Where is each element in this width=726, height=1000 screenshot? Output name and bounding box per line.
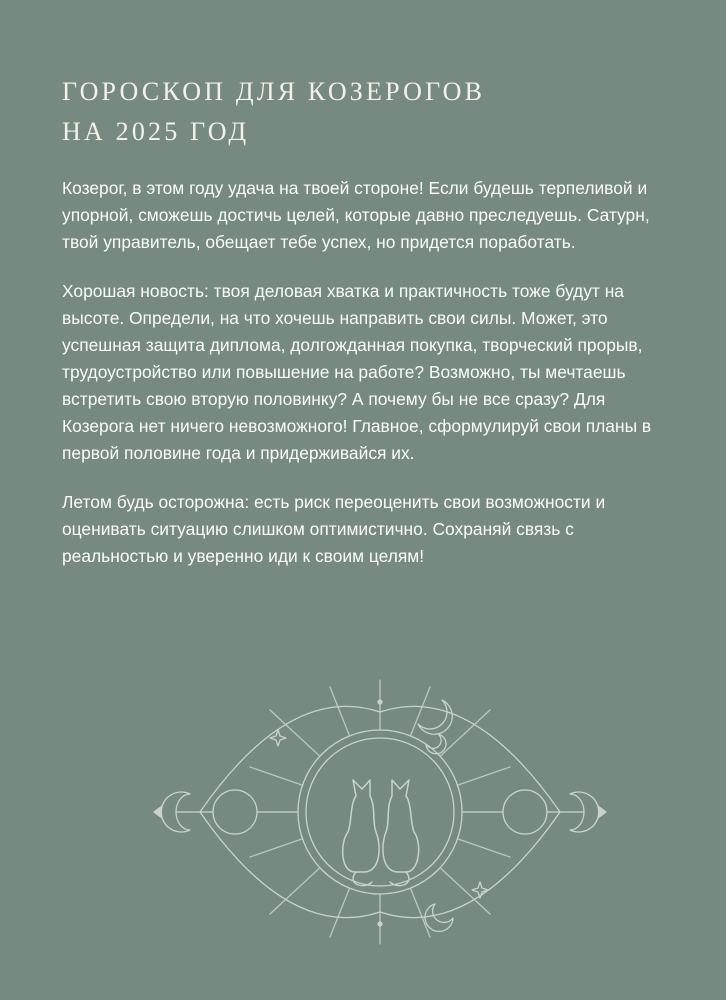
horoscope-text [62,175,672,592]
title-line-1: ГОРОСКОП ДЛЯ КОЗЕРОГОВ [62,77,486,106]
paragraph-3: Летом будь осторожна: есть риск переоценить свои возможности и оценивать ситуацию слишком оптимистично. Сохраняй связь с реальностью и уверенно иди к своим целям! [62,492,606,566]
right-full-moon-icon [503,790,547,834]
bottom-crescent-icon [425,904,453,931]
paragraph-1: Козерог, в этом году удача на твоей стороне! Если будешь терпеливой и упорной, сможешь достичь целей, которые давно преследуешь. Сатурн, твой управитель, обещает тебе успех, но придется поработать. [62,178,650,252]
page-title [62,72,662,152]
star-dot [378,922,382,926]
left-full-moon-icon [213,790,257,834]
star-dot [378,700,382,704]
paragraph-2: Хорошая новость: твоя деловая хватка и практичность тоже будут на высоте. Определи, на что хочешь направить свои силы. Может, это успешная защита диплома, долгожданная покупка, творческий прорыв, трудоустройство или повышение на работе? Возможно, ты мечтаешь встретить свою вторую половинку? А почему бы не все сразу? Для Козерога нет ничего невозможного! Главное, сформулируй свои планы в первой половине года и придерживайся их. [62,281,652,463]
title-line-2: НА 2025 ГОД [62,117,250,146]
central-circle [298,730,462,894]
sparkle-icon [270,730,286,746]
top-small-crescent-icon [426,734,446,754]
cats-moon-phases-ornament-icon [150,672,610,952]
